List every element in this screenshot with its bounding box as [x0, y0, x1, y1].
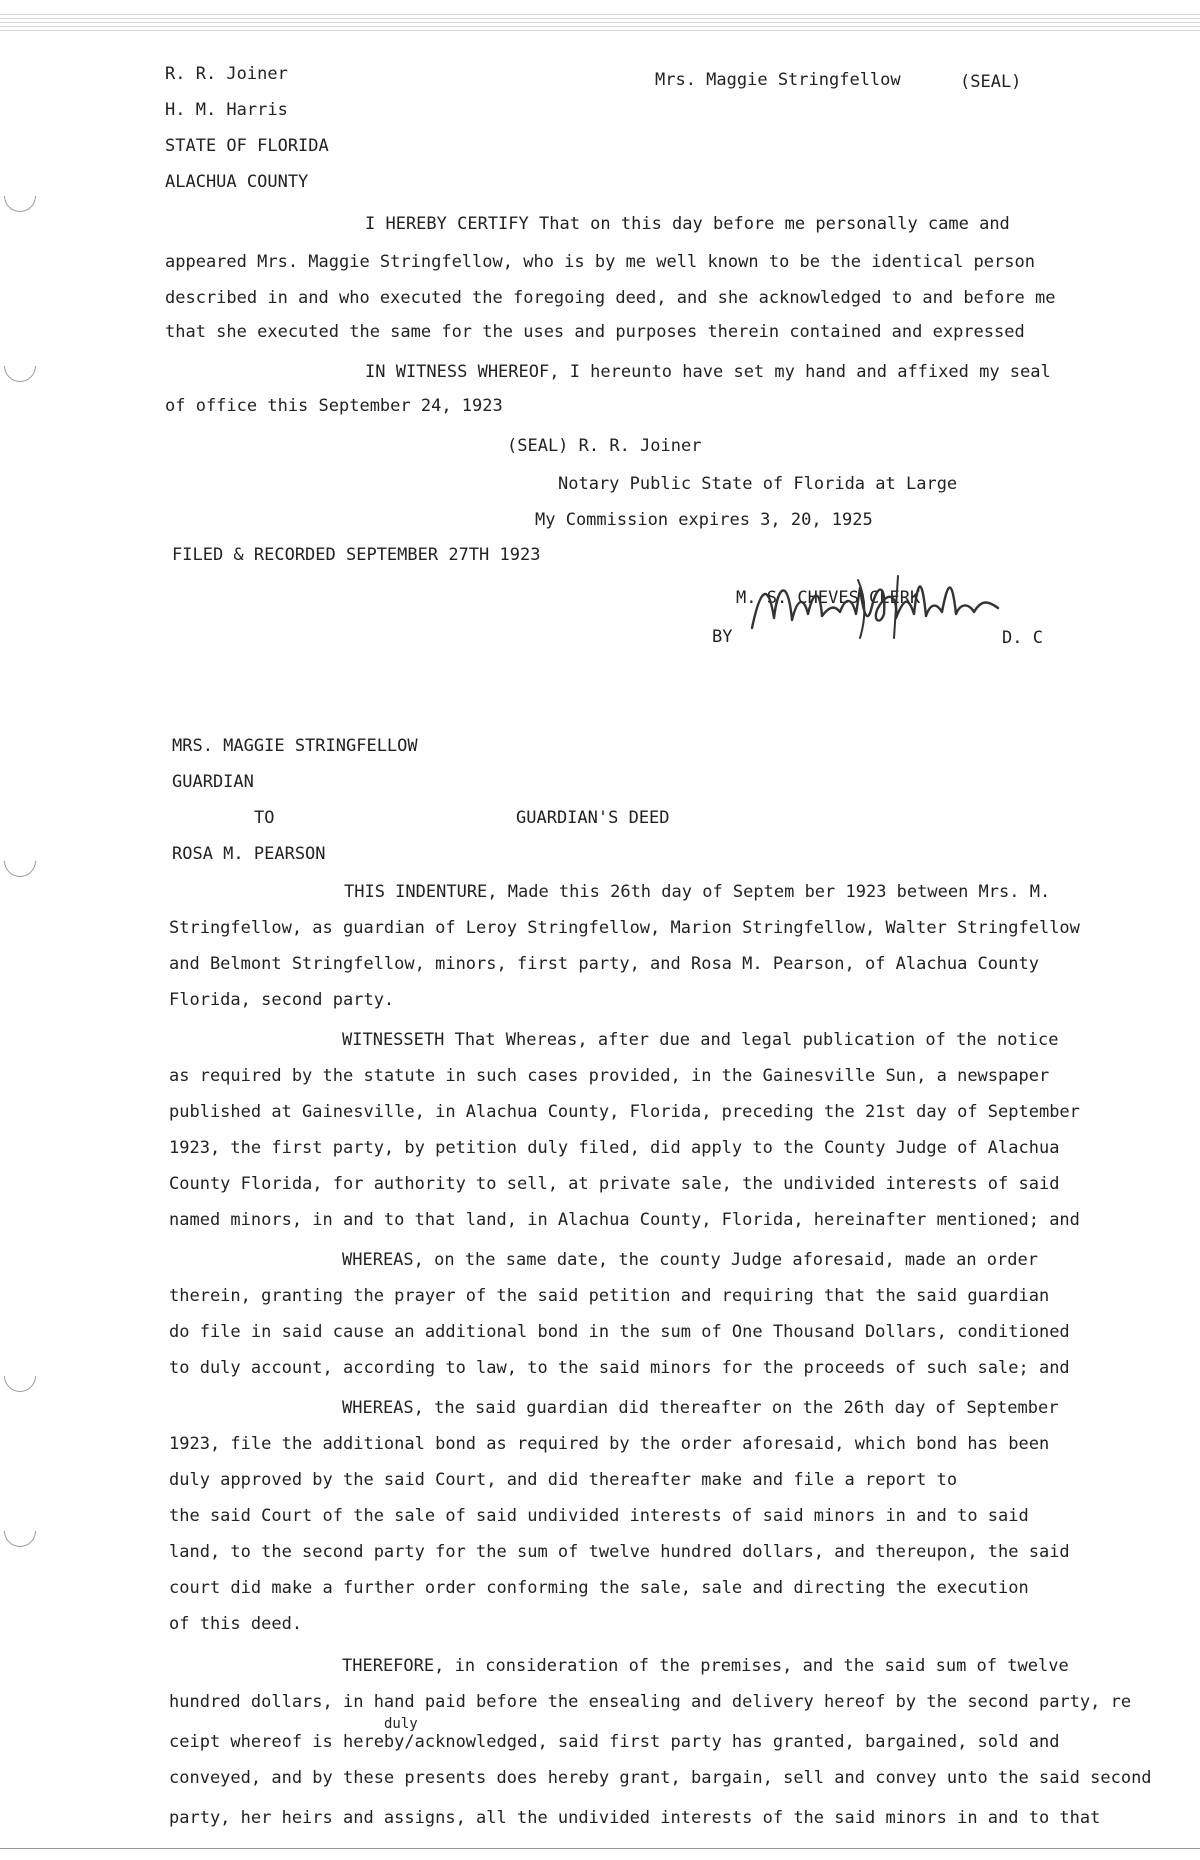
notary-line: My Commission expires 3, 20, 1925	[535, 510, 873, 530]
deed-title: GUARDIAN'S DEED	[516, 808, 670, 828]
certificate-line: described in and who executed the foregoing deed, and she acknowledged to and before me	[165, 288, 1056, 308]
grantor-signature: Mrs. Maggie Stringfellow	[655, 70, 901, 90]
certificate-line: I HEREBY CERTIFY That on this day before me personally came and	[365, 214, 1010, 234]
deed-body-line: to duly account, according to law, to the said minors for the proceeds of such sale; and	[169, 1358, 1070, 1378]
deed-to-label: TO	[254, 808, 275, 828]
dc-label: D. C	[1002, 628, 1043, 648]
notary-line: Notary Public State of Florida at Large	[558, 474, 958, 494]
deed-body-line: 1923, file the additional bond as required by the order aforesaid, which bond has been	[169, 1434, 1050, 1454]
deed-body-line: land, to the second party for the sum of twelve hundred dollars, and thereupon, the said	[169, 1542, 1070, 1562]
deed-body-line: WHEREAS, the said guardian did thereafter on the 26th day of September	[342, 1398, 1059, 1418]
deed-body-line: County Florida, for authority to sell, at private sale, the undivided interests of said	[169, 1174, 1060, 1194]
deed-body-line: WITNESSETH That Whereas, after due and legal publication of the notice	[342, 1030, 1059, 1050]
seal-label: (SEAL)	[960, 72, 1022, 92]
deed-body-line: 1923, the first party, by petition duly filed, did apply to the County Judge of Alachua	[169, 1138, 1060, 1158]
witness-name: R. R. Joiner	[165, 64, 288, 84]
scan-top-band	[0, 14, 1200, 32]
notary-line: (SEAL) R. R. Joiner	[507, 436, 702, 456]
deed-body-line: ceipt whereof is hereby/acknowledged, said first party has granted, bargained, sold and	[169, 1732, 1060, 1752]
clerk-line: M. S. CHEVES CLERK	[736, 588, 921, 608]
deed-body-line: THEREFORE, in consideration of the premises, and the said sum of twelve	[342, 1656, 1069, 1676]
handwritten-signature	[748, 568, 1010, 644]
deed-body-line: named minors, in and to that land, in Alachua County, Florida, hereinafter mentioned; and	[169, 1210, 1080, 1230]
deed-body-line: WHEREAS, on the same date, the county Judge aforesaid, made an order	[342, 1250, 1038, 1270]
punch-hole-mark	[0, 1353, 43, 1398]
state-line: STATE OF FLORIDA	[165, 136, 329, 156]
filed-recorded-line: FILED & RECORDED SEPTEMBER 27TH 1923	[172, 545, 541, 565]
certificate-line: appeared Mrs. Maggie Stringfellow, who is by me well known to be the identical person	[165, 252, 1035, 272]
deed-body-line: therein, granting the prayer of the said petition and requiring that the said guardian	[169, 1286, 1050, 1306]
deed-body-line: conveyed, and by these presents does hereby grant, bargain, sell and convey unto the said second	[169, 1768, 1152, 1788]
deed-body-line: Stringfellow, as guardian of Leroy Stringfellow, Marion Stringfellow, Walter Stringfellow	[169, 918, 1080, 938]
deed-body-line: court did make a further order conforming the sale, sale and directing the execution	[169, 1578, 1029, 1598]
deed-grantor: MRS. MAGGIE STRINGFELLOW	[172, 736, 418, 756]
deed-body-line: as required by the statute in such cases provided, in the Gainesville Sun, a newspaper	[169, 1066, 1050, 1086]
by-label: BY	[712, 627, 733, 647]
county-line: ALACHUA COUNTY	[165, 172, 309, 192]
deed-grantee: ROSA M. PEARSON	[172, 844, 326, 864]
punch-hole-mark	[0, 1508, 43, 1553]
certificate-line: of office this September 24, 1923	[165, 396, 503, 416]
punch-hole-mark	[0, 173, 43, 218]
deed-body-line: party, her heirs and assigns, all the undivided interests of the said minors in and to that	[169, 1808, 1101, 1828]
deed-grantor-role: GUARDIAN	[172, 772, 254, 792]
interlineation: duly	[384, 1716, 418, 1732]
deed-body-line: hundred dollars, in hand paid before the ensealing and delivery hereof by the second party, re	[169, 1692, 1132, 1712]
deed-body-line: of this deed.	[169, 1614, 303, 1634]
punch-hole-mark	[0, 838, 43, 883]
deed-body-line: THIS INDENTURE, Made this 26th day of Septem ber 1923 between Mrs. M.	[344, 882, 1051, 902]
scan-bottom-edge	[0, 1848, 1200, 1849]
deed-body-line: duly approved by the said Court, and did thereafter make and file a report to	[169, 1470, 958, 1490]
witness-name: H. M. Harris	[165, 100, 288, 120]
certificate-line: that she executed the same for the uses and purposes therein contained and expressed	[165, 322, 1025, 342]
punch-hole-mark	[0, 343, 43, 388]
deed-body-line: Florida, second party.	[169, 990, 395, 1010]
deed-body-line: and Belmont Stringfellow, minors, first party, and Rosa M. Pearson, of Alachua County	[169, 954, 1039, 974]
deed-body-line: published at Gainesville, in Alachua County, Florida, preceding the 21st day of September	[169, 1102, 1080, 1122]
certificate-line: IN WITNESS WHEREOF, I hereunto have set my hand and affixed my seal	[365, 362, 1051, 382]
deed-body-line: do file in said cause an additional bond in the sum of One Thousand Dollars, conditioned	[169, 1322, 1070, 1342]
deed-body-line: the said Court of the sale of said undivided interests of said minors in and to said	[169, 1506, 1029, 1526]
